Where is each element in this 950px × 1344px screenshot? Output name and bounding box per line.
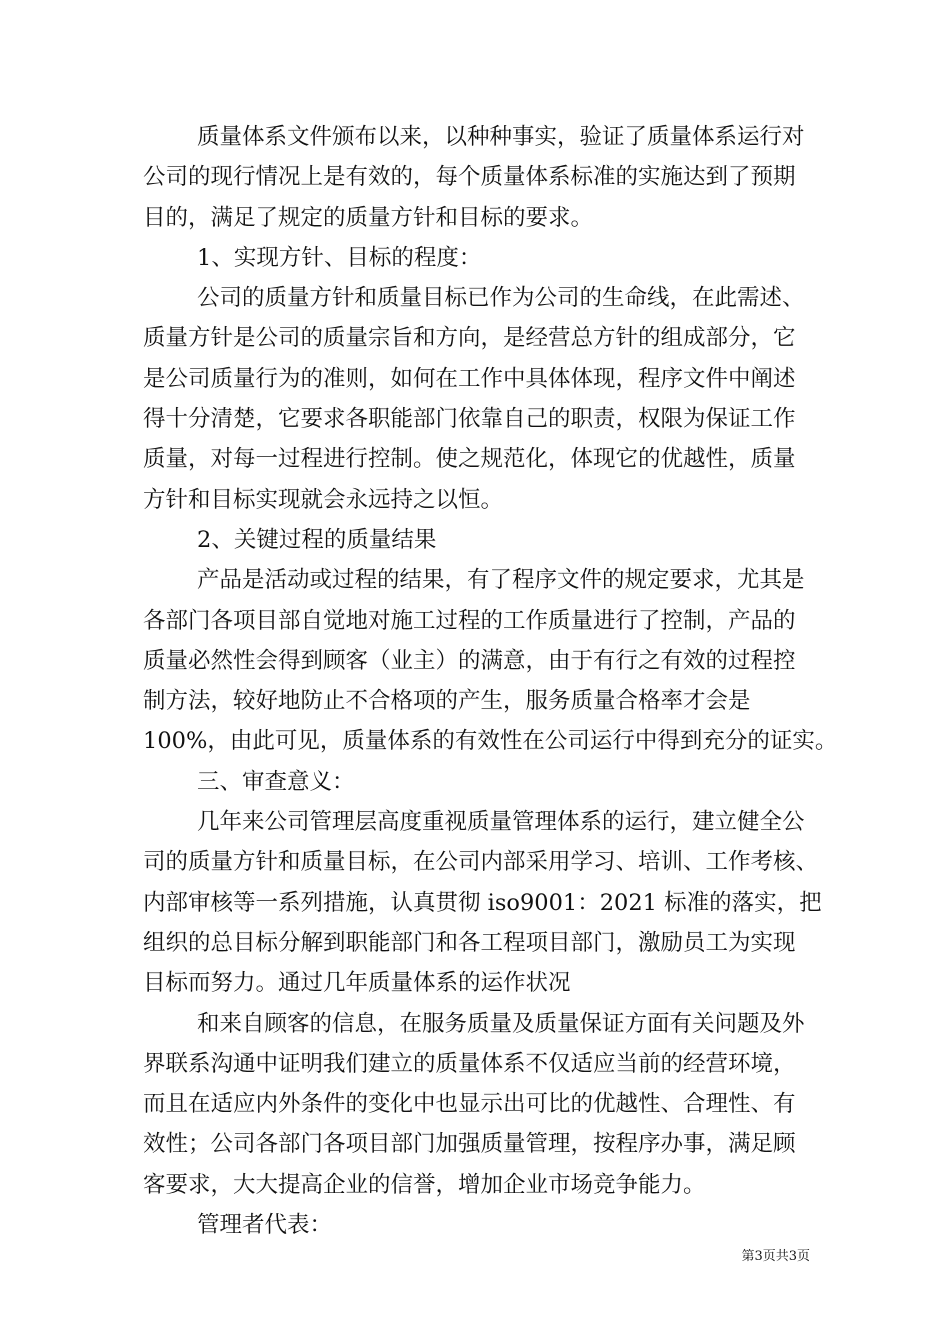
- text-line: 2、关键过程的质量结果: [197, 526, 437, 553]
- text-line: 是公司质量行为的准则，如何在工作中具体体现，程序文件中阐述: [143, 365, 796, 392]
- document-body: [143, 117, 838, 1245]
- text-line: 100%，由此可见，质量体系的有效性在公司运行中得到充分的证实。: [143, 728, 838, 755]
- page-number-footer: 第3页共3页: [741, 1249, 810, 1264]
- text-line: 质量必然性会得到顾客（业主）的满意，由于有行之有效的过程控: [143, 647, 796, 674]
- text-line: 质量体系文件颁布以来，以种种事实，验证了质量体系运行对: [197, 124, 805, 150]
- text-line: 质量方针是公司的质量宗旨和方向，是经营总方针的组成部分，它: [143, 325, 796, 352]
- text-line: 客要求，大大提高企业的信誉，增加企业市场竞争能力。: [143, 1171, 706, 1198]
- text-line: 而且在适应内外条件的变化中也显示出可比的优越性、合理性、有: [143, 1091, 796, 1118]
- text-line: 产品是活动或过程的结果，有了程序文件的规定要求，尤其是: [197, 567, 805, 594]
- text-line: 公司的质量方针和质量目标已作为公司的生命线，在此需述、: [197, 285, 805, 312]
- text-line: 1、实现方针、目标的程度：: [197, 244, 482, 271]
- text-line: 得十分清楚，它要求各职能部门依靠自己的职责，权限为保证工作: [143, 406, 796, 433]
- text-line: 质量，对每一过程进行控制。使之规范化，体现它的优越性，质量: [143, 446, 796, 473]
- text-line: 组织的总目标分解到职能部门和各工程项目部门，激励员工为实现: [143, 929, 796, 956]
- text-line: 公司的现行情况上是有效的，每个质量体系标准的实施达到了预期: [143, 164, 796, 191]
- text-line: 界联系沟通中证明我们建立的质量体系不仅适应当前的经营环境，: [143, 1050, 796, 1077]
- text-line: 方针和目标实现就会永远持之以恒。: [143, 486, 504, 513]
- text-line: 内部审核等一系列措施，认真贯彻 iso9001：2021 标准的落实，把: [143, 889, 822, 916]
- text-line: 目的，满足了规定的质量方针和目标的要求。: [143, 204, 594, 231]
- text-line: 三、审查意义：: [197, 768, 355, 795]
- text-line: 和来自顾客的信息，在服务质量及质量保证方面有关问题及外: [197, 1010, 805, 1037]
- text-line: 制方法，较好地防止不合格项的产生，服务质量合格率才会是: [143, 688, 751, 715]
- text-line: 司的质量方针和质量目标，在公司内部采用学习、培训、工作考核、: [143, 849, 819, 876]
- text-line: 管理者代表：: [197, 1212, 333, 1239]
- text-line: 目标而努力。通过几年质量体系的运作状况: [143, 970, 571, 997]
- text-line: 效性；公司各部门各项目部门加强质量管理，按程序办事，满足顾: [143, 1131, 796, 1158]
- text-line: 几年来公司管理层高度重视质量管理体系的运行，建立健全公: [197, 809, 805, 836]
- text-line: 各部门各项目部自觉地对施工过程的工作质量进行了控制，产品的: [143, 607, 796, 634]
